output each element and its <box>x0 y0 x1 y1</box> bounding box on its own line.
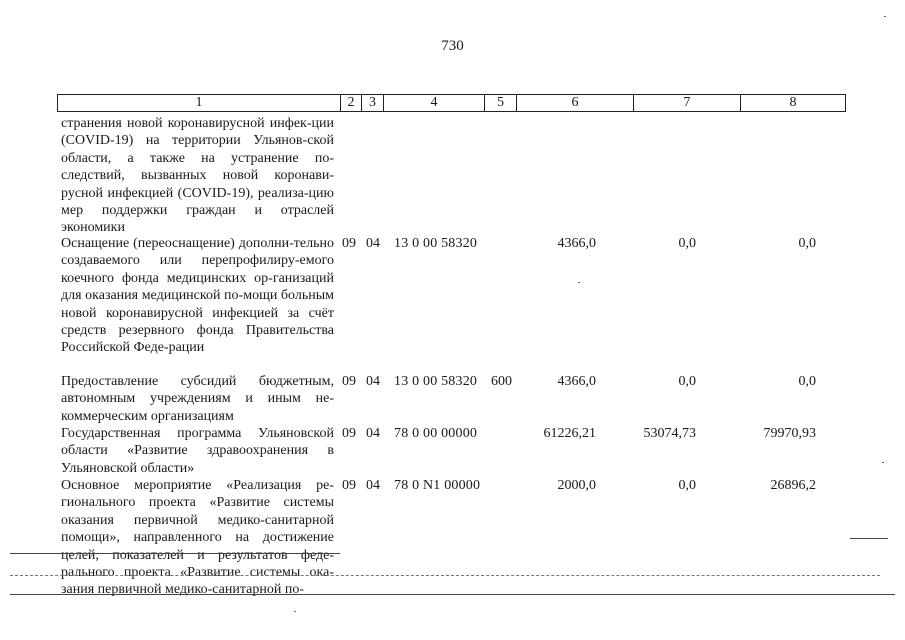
scan-speck <box>884 16 886 17</box>
cell-target-article: 78 0 00 00000 <box>394 426 478 441</box>
column-header-2: 2 <box>341 95 362 111</box>
row-description: Предоставление субсидий бюджетным, автономным учреждениям и иным не-коммерческим организациям <box>61 374 334 424</box>
cell-amount-6: 4366,0 <box>557 236 596 251</box>
row-description: Оснащение (переоснащение) дополни-тельно создаваемого или перепрофилиру-емого коечного фонда медицинских ор-ганизаций для оказания медицинской по-мощи больным новой коронавирусной инфекцией за счёт средств резервного фонда Правительства Российской Феде-рации <box>61 236 334 356</box>
cell-amount-7: 0,0 <box>678 236 696 251</box>
cell-target-article: 78 0 N1 00000 <box>394 478 481 493</box>
cell-amount-7: 0,0 <box>678 374 696 389</box>
column-header-6: 6 <box>517 95 634 111</box>
scan-fold-line <box>10 553 340 554</box>
cell-subsection: 04 <box>366 478 380 493</box>
cell-target-article: 13 0 00 58320 <box>394 374 478 389</box>
cell-amount-8: 26896,2 <box>770 478 816 493</box>
column-header-8: 8 <box>789 95 797 110</box>
cell-amount-6: 4366,0 <box>557 374 596 389</box>
scan-speck <box>578 282 580 283</box>
cell-subsection: 04 <box>366 426 380 441</box>
column-header-7: 7 <box>634 95 741 111</box>
scan-fold-line <box>10 594 895 595</box>
cell-amount-7: 53074,73 <box>643 426 696 441</box>
scan-fold-line <box>10 575 880 576</box>
cell-amount-8: 0,0 <box>798 374 816 389</box>
cell-amount-8: 79970,93 <box>763 426 816 441</box>
cell-amount-7: 0,0 <box>678 478 696 493</box>
cell-section: 09 <box>342 426 356 441</box>
cell-amount-6: 2000,0 <box>557 478 596 493</box>
cell-subsection: 04 <box>366 374 380 389</box>
cell-amount-8: 0,0 <box>798 236 816 251</box>
cell-subsection: 04 <box>366 236 380 251</box>
scan-speck <box>882 462 884 463</box>
row-description: Государственная программа Ульяновской области «Развитие здравоохранения в Ульяновской области» <box>61 426 334 476</box>
row-description: Основное мероприятие «Реализация ре-гионального проекта «Развитие системы оказания первичной медико-санитарной помощи», направленного на достижение целей, показателей и результатов феде-рального проекта «Развитие системы ока-зания первичной медико-санитарной по- <box>61 478 334 598</box>
cell-section: 09 <box>342 478 356 493</box>
cell-section: 09 <box>342 236 356 251</box>
cell-section: 09 <box>342 374 356 389</box>
column-header-4: 4 <box>384 95 485 111</box>
cell-target-article: 13 0 00 58320 <box>394 236 478 251</box>
column-header-5: 5 <box>485 95 517 111</box>
cell-expense-type: 600 <box>491 374 512 389</box>
column-header-1: 1 <box>58 95 341 111</box>
cell-amount-6: 61226,21 <box>543 426 596 441</box>
page-number: 730 <box>441 38 464 54</box>
table-header-row <box>57 94 846 112</box>
column-header-3: 3 <box>362 95 384 111</box>
row-description: странения новой коронавирусной инфек-ции (COVID-19) на территории Ульянов-ской области, а также на устранение по-следствий, вызванных новой коронави-русной инфекцией (COVID-19), реализа-цию мер поддержки граждан и отраслей экономики <box>61 116 334 236</box>
scan-speck <box>294 611 296 612</box>
scan-fold-line <box>850 538 888 539</box>
